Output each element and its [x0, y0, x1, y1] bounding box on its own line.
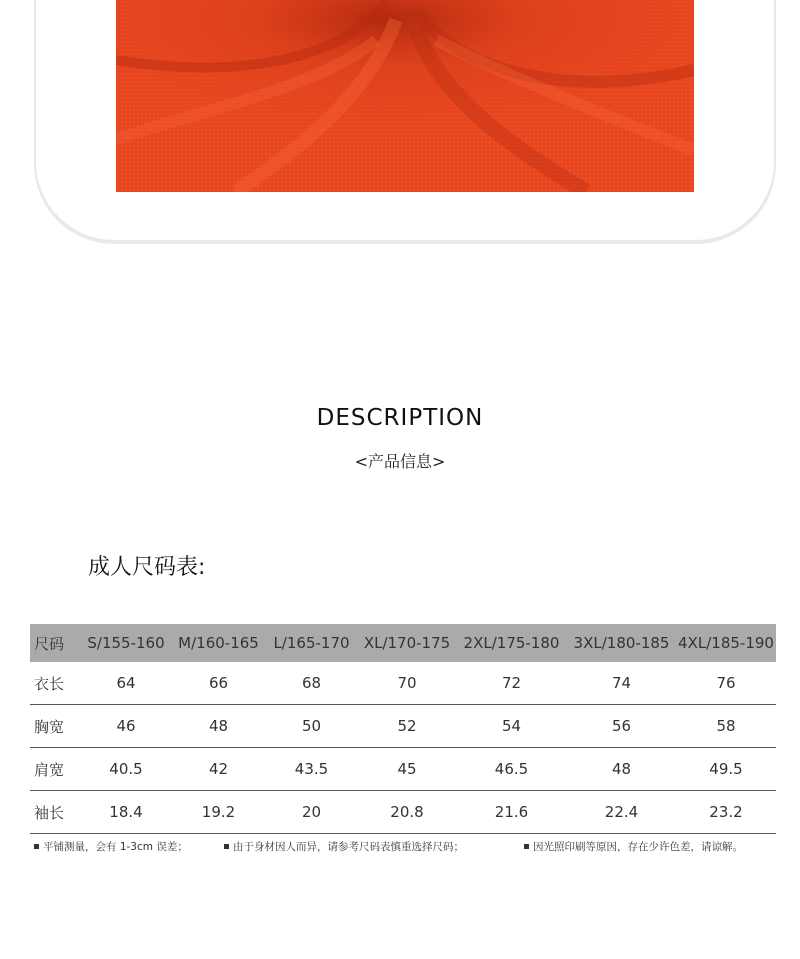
- table-cell: 50: [265, 705, 358, 748]
- square-bullet-icon: [34, 844, 39, 849]
- table-row: [30, 705, 776, 748]
- column-header: 尺码: [30, 624, 80, 662]
- table-cell: 40.5: [80, 748, 172, 791]
- table-cell: 23.2: [676, 791, 776, 834]
- description-title: DESCRIPTION: [316, 405, 484, 431]
- column-header: 2XL/175-180: [456, 624, 567, 662]
- table-cell: 56: [567, 705, 676, 748]
- orange-pique-fabric-photo: [116, 0, 694, 192]
- table-cell: 42: [172, 748, 265, 791]
- table-cell: 74: [567, 662, 676, 705]
- size-table-header-row: [30, 624, 776, 662]
- row-label: 胸宽: [30, 705, 80, 748]
- table-cell: 22.4: [567, 791, 676, 834]
- square-bullet-icon: [224, 844, 229, 849]
- footnote: [524, 839, 743, 854]
- table-cell: 46: [80, 705, 172, 748]
- table-row: [30, 791, 776, 834]
- column-header: XL/170-175: [358, 624, 456, 662]
- size-table: [30, 624, 776, 834]
- table-row: [30, 748, 776, 791]
- row-label: 衣长: [30, 662, 80, 705]
- column-header: L/165-170: [265, 624, 358, 662]
- table-cell: 64: [80, 662, 172, 705]
- table-cell: 48: [172, 705, 265, 748]
- table-cell: 46.5: [456, 748, 567, 791]
- description-subtitle: <产品信息>: [354, 452, 446, 471]
- table-cell: 19.2: [172, 791, 265, 834]
- footnote: [34, 839, 188, 854]
- table-cell: 20.8: [358, 791, 456, 834]
- table-cell: 58: [676, 705, 776, 748]
- table-cell: 43.5: [265, 748, 358, 791]
- footnote-text: 由于身材因人而异，请参考尺码表慎重选择尺码；: [233, 841, 464, 853]
- table-cell: 68: [265, 662, 358, 705]
- table-cell: 20: [265, 791, 358, 834]
- footnote-text: 平铺测量，会有 1-3cm 误差；: [43, 841, 188, 853]
- footnote: [224, 839, 464, 854]
- table-cell: 76: [676, 662, 776, 705]
- column-header: 3XL/180-185: [567, 624, 676, 662]
- size-table-heading: 成人尺码表:: [88, 555, 206, 580]
- table-row: [30, 662, 776, 705]
- table-cell: 21.6: [456, 791, 567, 834]
- table-cell: 49.5: [676, 748, 776, 791]
- footnote-text: 因光照印刷等原因，存在少许色差，请谅解。: [533, 841, 743, 853]
- table-cell: 66: [172, 662, 265, 705]
- row-label: 肩宽: [30, 748, 80, 791]
- table-cell: 54: [456, 705, 567, 748]
- table-cell: 72: [456, 662, 567, 705]
- column-header: M/160-165: [172, 624, 265, 662]
- column-header: S/155-160: [80, 624, 172, 662]
- table-cell: 70: [358, 662, 456, 705]
- column-header: 4XL/185-190: [676, 624, 776, 662]
- square-bullet-icon: [524, 844, 529, 849]
- table-cell: 18.4: [80, 791, 172, 834]
- table-cell: 45: [358, 748, 456, 791]
- table-cell: 48: [567, 748, 676, 791]
- table-cell: 52: [358, 705, 456, 748]
- row-label: 袖长: [30, 791, 80, 834]
